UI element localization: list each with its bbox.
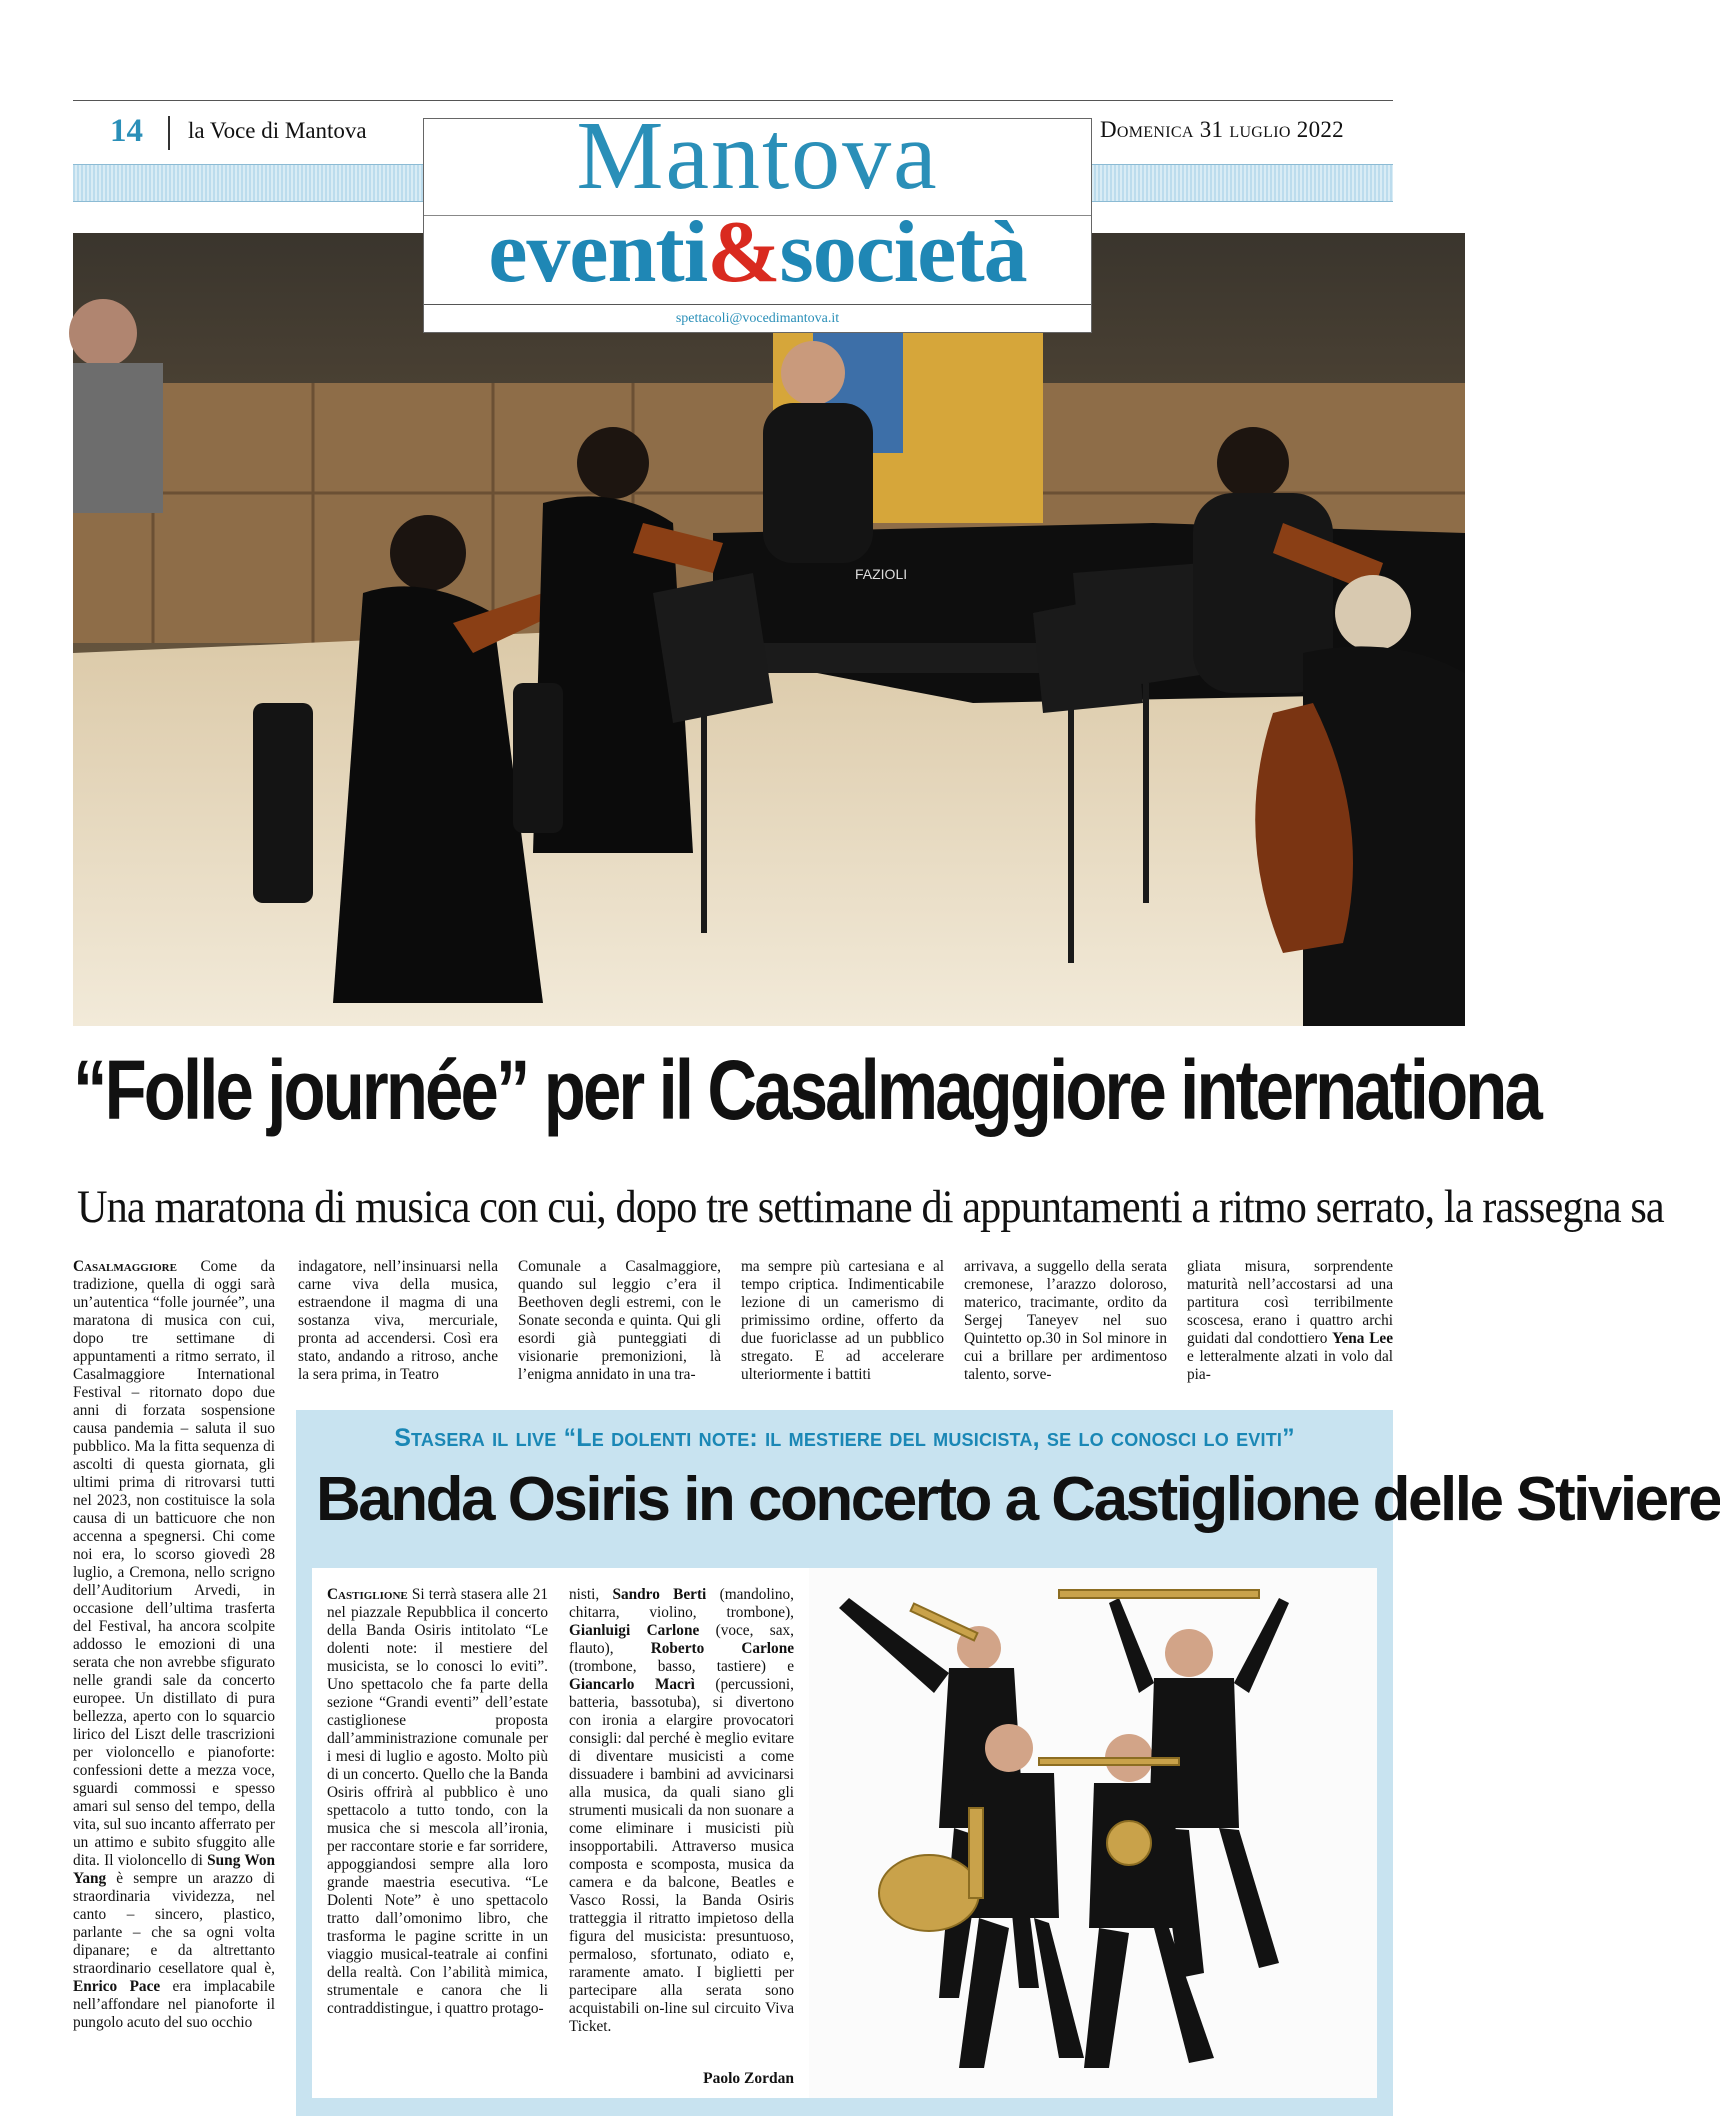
box-column-2 <box>569 1586 794 2070</box>
article-subheadline: Una maratona di musica con cui, dopo tre settimane di appuntamenti a ritmo serrato, la rassegna sa <box>77 1181 1664 1233</box>
column-text: (voce, sax, flauto), <box>569 1622 794 1657</box>
person-name: Sandro Berti <box>612 1586 707 1603</box>
header-band-right <box>1058 164 1393 202</box>
masthead-ampersand: & <box>707 204 780 301</box>
column-text: gliata misura, sorprendente maturità nell’accostarsi ad una partitura così terribilmente scoscesa, erano i quattro archi guidati dal condottiero <box>1187 1258 1393 1347</box>
masthead-rule-bottom <box>424 304 1091 305</box>
column-text: Come da tradizione, quella di oggi sarà un’autentica “folle journée”, una maratona di musica con cui, dopo tre settimane di appuntamenti a ritmo serrato, il Casalmaggiore International Festival – ritornato dopo due anni di forzata sospensione causa pandemia – saluta il suo pubblico. Ma la fitta sequenza di ascolti di questa giornata, gli ultimi prima di ritrovarsi tutti nel 2023, non costituisce la sola causa di un batticuore che non accenna a spegnersi. Chi come noi era, lo scorso giovedì 28 luglio, a Cremona, nello scrigno dell’Auditorium Arvedi, in occasione dell’ultima trasferta del Festival, ha ancora scolpite addosso le emozioni di una serata che non avrebbe sfigurato nelle grandi sale da concerto europee. Un distillato di pura bellezza, aperto con lo squarcio lirico del Liszt delle trascrizioni per violoncello e pianoforte: confessioni dette a mezza voce, sguardi commossi e spesso amari sul senso del tempo, della vita, sul suo incanto afferrato per un attimo e subito sfuggito alle dita. Il violoncello di <box>73 1258 275 1869</box>
column-text: (mandolino, chitarra, violino, trombone), <box>569 1586 794 1621</box>
column-text: Si terrà stasera alle 21 nel piazzale Repubblica il concerto della Banda Osiris intitolato “Le dolenti note: il mestiere del musicista, se lo conosci lo eviti”. Uno spettacolo che fa parte della sezione “Grandi eventi” dell’estate castiglionese proposta dall’amministrazione comunale per i mesi di luglio e agosto. Molto più di un concerto. Quello che la Banda Osiris offrirà al pubblico è uno spettacolo a tutto tondo, con la musica che si mescola all’ironia, per raccontare storie e far sorridere, appoggiandosi sempre alla loro grande maestria esecutiva. “Le Dolenti Note” è uno spettacolo tratto dall’omonimo libro, che trasforma le pagine scritte in un viaggio musical-teatrale ai confini della realtà. Con l’abilità mimica, strumentale e canora che li contraddistingue, i quattro protago- <box>327 1586 548 2017</box>
person-name: Gianluigi Carlone <box>569 1622 700 1639</box>
band-photo-illustration <box>809 1568 1377 2098</box>
section-email: spettacoli@vocedimantova.it <box>675 311 840 326</box>
newspaper-name: la Voce di Mantova <box>188 118 367 143</box>
article-column-1 <box>73 1258 275 2116</box>
article-column-4: ma sempre più cartesiana e al tempo criptica. Indimenticabile lezione di un camerismo di primissimo ordine, offerto da due fuoriclasse ad un pubblico stregato. E ad accelerare ulteriormente i battiti <box>741 1258 944 1383</box>
box-kicker: Stasera il live “Le dolenti note: il mestiere del musicista, se lo conosci lo eviti” <box>394 1424 1295 1452</box>
column-text: è sempre un arazzo di straordinaria vividezza, nel canto – sincero, plastico, parlante – che sa ogni volta dipanare; e da altrettanto straordinario cesellatore qual è, <box>73 1870 275 1977</box>
person-name: Roberto Carlone <box>650 1640 794 1657</box>
person-name: Yena Lee <box>1332 1330 1394 1347</box>
column-text: (percussioni, batteria, bassotuba), si divertono con ironia a elargire provocatori consigli: dal perché è meglio evitare di diventare musicisti a come dissuadere i bambini ad avvicinarsi alla musica, da quali siano gli strumenti musicali da non suonare a come eliminare i musicisti più insopportabili. Attraverso musica composta e scomposta, musica da camera e da balcone, Beatles e Vasco Rossi, la Banda Osiris tratteggia il ritratto impietoso della figura del musicista: presuntuoso, permaloso, sfortunato, odiato e, raramente amato. I biglietti per partecipare alla serata sono acquistabili on-line sul circuito Viva Ticket. <box>569 1676 794 2035</box>
person-name: Giancarlo Macrì <box>569 1676 695 1693</box>
person-name: Enrico Pace <box>73 1978 161 1995</box>
sidebar-article-box <box>296 1410 1720 2116</box>
box-column-1 <box>327 1586 548 2094</box>
article-column-5: arrivava, a suggello della serata cremonese, l’arazzo doloroso, materico, tracimante, ordito da Sergej Taneyev nel suo Quintetto op.30 in Sol minore in cui a brillare per ardimentoso talento, sorve- <box>964 1258 1167 1383</box>
article-column-3: Comunale a Casalmaggiore, quando sul leggio c’era il Beethoven degli estremi, con le Sonate seconda e quinta. Qui gli esordi già punteggiati di visionarie premonizioni, là l’enigma annidato in una tra- <box>518 1258 721 1383</box>
header-rule <box>73 100 1393 101</box>
article-headline: “Folle journée” per il Casalmaggiore internationa <box>73 1043 1540 1137</box>
byline: Paolo Zordan <box>703 2070 794 2087</box>
column-text: e letteralmente alzati in volo dal pia- <box>1187 1348 1393 1383</box>
issue-date: Domenica 31 luglio 2022 <box>1100 117 1344 142</box>
dateline: Casalmaggiore <box>73 1258 177 1275</box>
column-text: (trombone, basso, tastiere) e <box>569 1658 794 1675</box>
box-content <box>312 1568 1377 2098</box>
column-text: nisti, <box>569 1586 613 1603</box>
page-number: 14 <box>110 113 143 149</box>
column-text: era implacabile nell’affondare nel pianoforte il pungolo acuto del suo occhio <box>73 1978 275 2031</box>
article-column-6 <box>1187 1258 1393 1418</box>
piano-brand: FAZIOLI <box>855 566 908 582</box>
masthead-section-part2: società <box>779 204 1027 301</box>
concert-photo-illustration <box>73 233 1465 1026</box>
header-band-left <box>73 164 426 202</box>
dateline: Castiglione <box>327 1586 408 1603</box>
article-column-2: indagatore, nell’insinuarsi nella carne viva della musica, estraendone il magma di una sostanza viva, mercuriale, pronta ad accendersi. Così era stato, andando a ritroso, anche la sera prima, in Teatro <box>298 1258 498 1383</box>
section-masthead <box>423 102 1092 333</box>
box-headline: Banda Osiris in concerto a Castiglione delle Stiviere <box>316 1465 1720 1534</box>
masthead-section-part1: eventi <box>488 204 708 301</box>
concert-photo <box>73 233 1465 1026</box>
person-name: Sung Won Yang <box>73 1852 276 1887</box>
band-photo <box>809 1568 1377 2098</box>
masthead-city: Mantova <box>576 102 939 210</box>
masthead-section <box>424 205 1091 302</box>
header-separator <box>168 116 170 150</box>
